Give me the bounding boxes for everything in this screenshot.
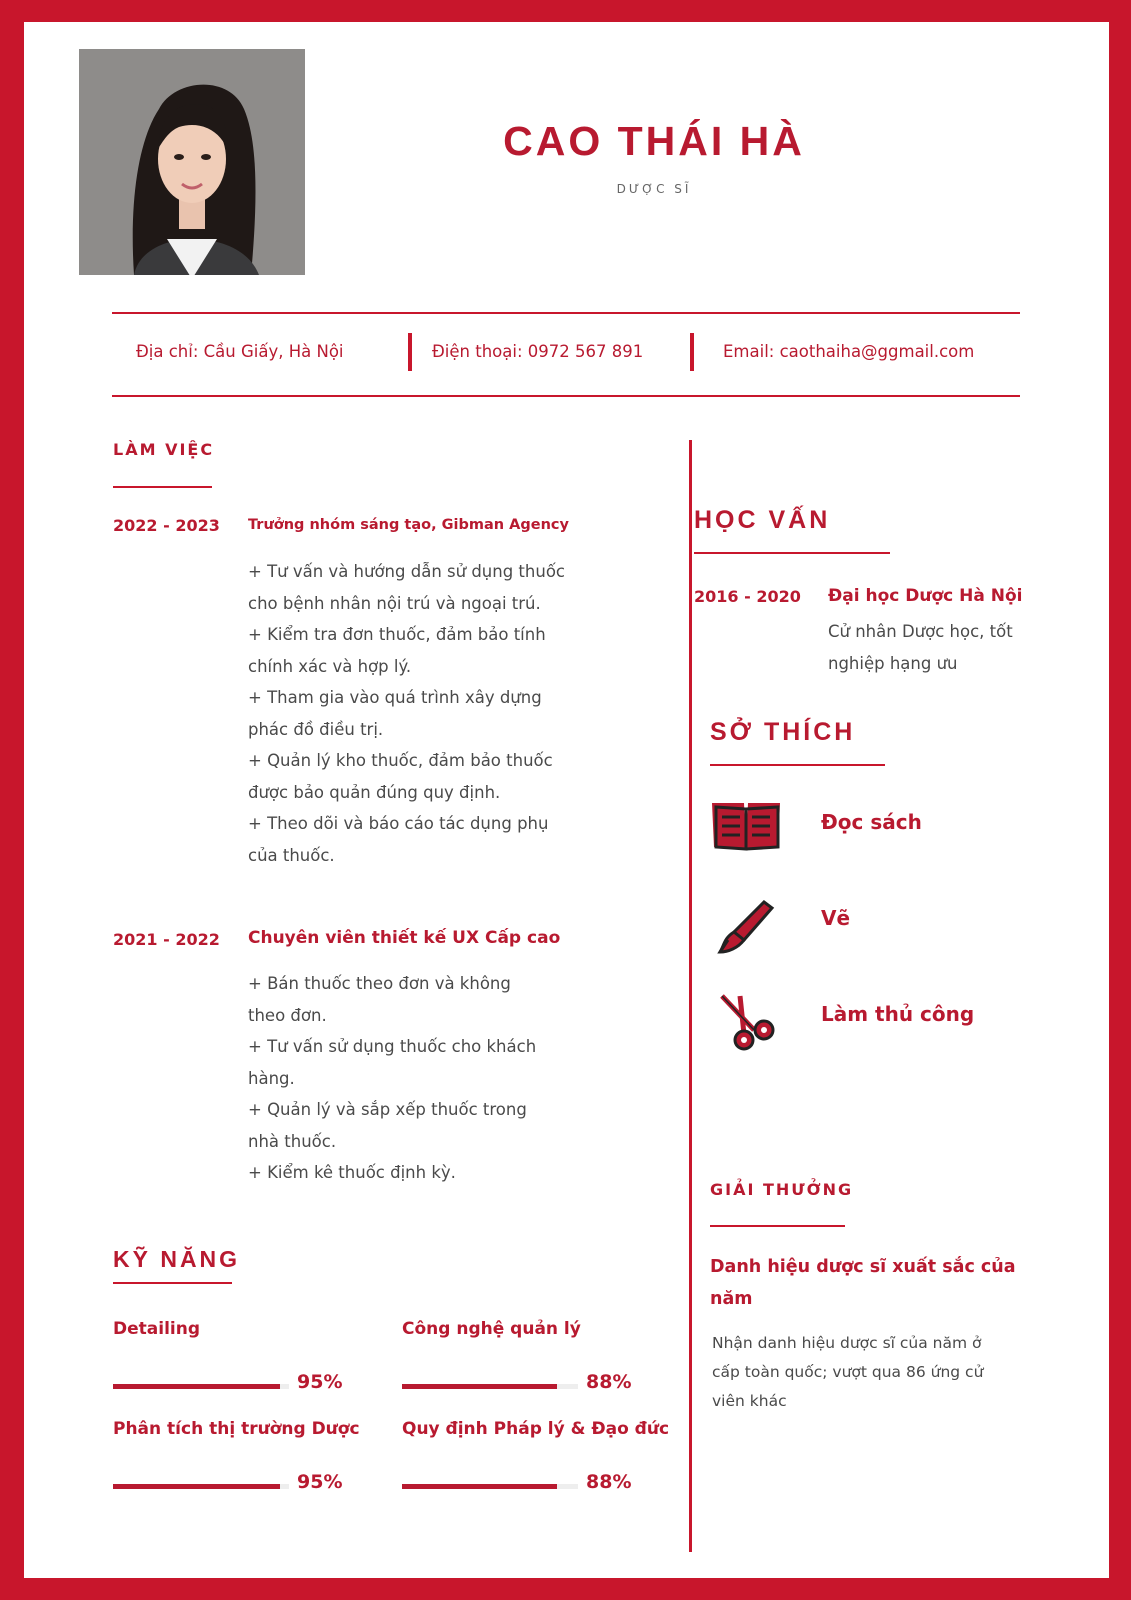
skill-name: Phân tích thị trường Dược	[113, 1419, 360, 1439]
job-years: 2021 - 2022	[113, 930, 220, 949]
job-title: Chuyên viên thiết kế UX Cấp cao	[248, 928, 561, 948]
job-line: của thuốc.	[248, 845, 335, 865]
education-heading-underline	[694, 552, 890, 554]
job-line: hàng.	[248, 1068, 295, 1088]
education-years: 2016 - 2020	[694, 587, 801, 606]
job-line: + Kiểm tra đơn thuốc, đảm bảo tính	[248, 625, 546, 644]
skill-bar-fill	[402, 1384, 557, 1389]
profile-photo	[79, 49, 305, 275]
job-line: được bảo quản đúng quy định.	[248, 782, 501, 802]
contact-bottom-divider	[112, 395, 1020, 397]
skill-percent: 88%	[586, 1371, 632, 1393]
resume-page	[24, 22, 1109, 1578]
skill-bar	[113, 1484, 289, 1489]
work-heading: LÀM VIỆC	[113, 440, 215, 459]
job-description	[248, 556, 565, 871]
hobby-label: Vẽ	[821, 906, 851, 930]
skill-bar	[402, 1384, 578, 1389]
award-text-line: Nhận danh hiệu dược sĩ của năm ở	[712, 1334, 982, 1352]
candidate-name: CAO THÁI HÀ	[503, 118, 805, 164]
skill-name: Detailing	[113, 1319, 200, 1339]
job-line: nhà thuốc.	[248, 1131, 337, 1151]
job-line: + Theo dõi và báo cáo tác dụng phụ	[248, 814, 549, 833]
skills-heading: KỸ NĂNG	[113, 1246, 241, 1272]
work-heading-underline	[113, 486, 212, 488]
skill-name: Công nghệ quản lý	[402, 1319, 581, 1339]
skill-bar	[402, 1484, 578, 1489]
hobbies-heading-underline	[710, 764, 885, 766]
contact-phone: Điện thoại: 0972 567 891	[432, 342, 644, 361]
job-title: Trưởng nhóm sáng tạo, Gibman Agency	[248, 517, 569, 533]
hobby-label: Đọc sách	[821, 810, 922, 834]
job-line: chính xác và hợp lý.	[248, 656, 412, 676]
scissors-icon	[714, 990, 778, 1058]
education-description	[828, 616, 1013, 679]
job-line: phác đồ điều trị.	[248, 719, 384, 739]
job-line: theo đơn.	[248, 1005, 327, 1025]
job-years: 2022 - 2023	[113, 516, 220, 535]
award-text-line: viên khác	[712, 1392, 787, 1410]
contact-address: Địa chỉ: Cầu Giấy, Hà Nội	[136, 342, 344, 361]
awards-heading: GIẢI THƯỞNG	[710, 1180, 854, 1199]
contact-separator	[690, 333, 694, 371]
job-line: + Tư vấn và hướng dẫn sử dụng thuốc	[248, 562, 565, 581]
job-line: + Quản lý và sắp xếp thuốc trong	[248, 1100, 527, 1119]
skill-bar-fill	[113, 1384, 280, 1389]
job-description	[248, 968, 536, 1189]
contact-email: Email: caothaiha@ggmail.com	[723, 342, 975, 361]
skills-heading-underline	[113, 1282, 232, 1284]
job-line: cho bệnh nhân nội trú và ngoại trú.	[248, 593, 541, 613]
education-school: Đại học Dược Hà Nội	[828, 586, 1023, 606]
award-description	[712, 1329, 983, 1416]
job-line: + Tham gia vào quá trình xây dựng	[248, 688, 542, 707]
award-title	[710, 1251, 1016, 1315]
skill-percent: 95%	[297, 1471, 343, 1493]
skill-bar-fill	[402, 1484, 557, 1489]
job-line: + Kiểm kê thuốc định kỳ.	[248, 1163, 456, 1182]
education-heading: HỌC VẤN	[694, 506, 831, 534]
awards-heading-underline	[710, 1225, 845, 1227]
job-line: + Bán thuốc theo đơn và không	[248, 974, 511, 993]
skill-percent: 88%	[586, 1471, 632, 1493]
skill-bar	[113, 1384, 289, 1389]
award-title-line: Danh hiệu dược sĩ xuất sắc của	[710, 1257, 1016, 1277]
paintbrush-icon	[714, 896, 778, 960]
candidate-role: DƯỢC SĨ	[616, 182, 692, 196]
education-line: Cử nhân Dược học, tốt	[828, 622, 1013, 641]
education-line: nghiệp hạng ưu	[828, 653, 958, 673]
award-text-line: cấp toàn quốc; vượt qua 86 ứng cử	[712, 1363, 984, 1381]
hobbies-heading: SỞ THÍCH	[710, 718, 856, 746]
column-divider	[689, 440, 692, 1552]
job-line: + Tư vấn sử dụng thuốc cho khách	[248, 1037, 537, 1056]
book-icon	[708, 797, 784, 857]
contact-top-divider	[112, 312, 1020, 314]
skill-bar-fill	[113, 1484, 280, 1489]
hobby-label: Làm thủ công	[821, 1002, 975, 1026]
skill-name: Quy định Pháp lý & Đạo đức	[402, 1419, 670, 1439]
job-line: + Quản lý kho thuốc, đảm bảo thuốc	[248, 751, 553, 770]
skill-percent: 95%	[297, 1371, 343, 1393]
award-title-line: năm	[710, 1289, 753, 1309]
contact-separator	[408, 333, 412, 371]
